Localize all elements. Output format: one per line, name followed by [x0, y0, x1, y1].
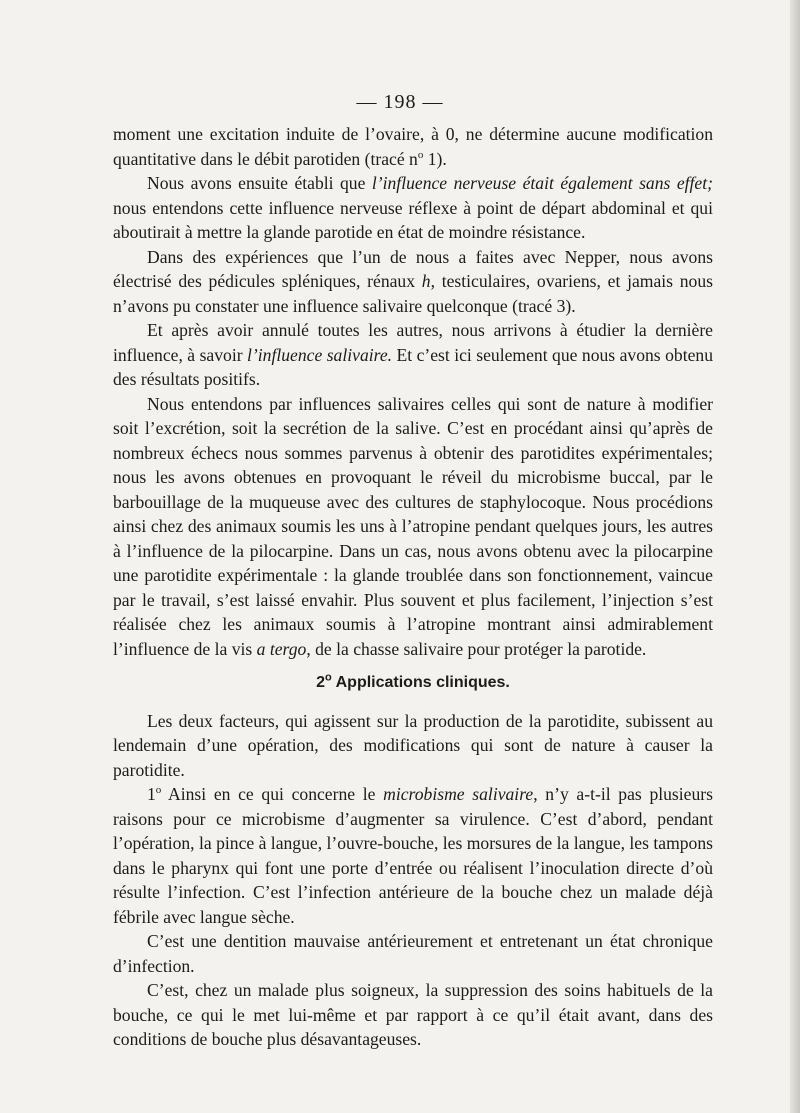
paragraph-experiments	[113, 245, 713, 319]
section-heading	[113, 671, 713, 696]
paragraph-definitions	[113, 392, 713, 662]
paragraph-text: Nous avons ensuite établi que	[147, 173, 372, 193]
paragraph-continuation	[113, 122, 713, 171]
paragraph-text: Nous entendons par influences salivaires celles qui sont de nature à modifier soit l’excrétion, soit la secrétion de la salive. C’est en procédant ainsi qu’après de nombreux échecs nous sommes parvenus à obtenir des parotidites expérimentales; nous les avons obtenues en provoquant le réveil du microbisme buccal, par le barbouillage de la muqueuse avec des cultures de staphylocoque. Nous procédions ainsi chez des animaux soumis les uns à l’atropine pendant quelques jours, les autres à l’influence de la pilocarpine. Dans un cas, nous avons obtenu avec la pilocarpine une parotidite expérimentale : la glande troublée dans son fonctionnement, vaincue par le travail, s’est laissé envahir. Plus souvent et plus facilement, l’injection s’est réalisée chez les animaux soumis à l’atropine montrant ainsi admirablement l’influence de la vis	[113, 393, 713, 659]
emphasis-text: h	[421, 271, 431, 291]
text-column	[113, 122, 713, 1052]
paragraph-text: nous entendons cette influence nerveuse réflexe à point de départ abdominal et qui aboutirait à mettre la glande parotide en état de moindre résistance.	[113, 197, 713, 242]
paragraph-text: C’est une dentition mauvaise antérieurement et entretenant un état chronique d’infection.	[113, 931, 713, 976]
paragraph-text: Dans des expériences que l’un de nous a faites avec Nepper, nous avons électrisé des pédicules spléniques, rénaux	[113, 246, 713, 291]
paragraph-salivary-influence	[113, 318, 713, 392]
page-number: — 198 —	[356, 91, 444, 113]
paragraph-dentition	[113, 929, 713, 978]
paragraph-text: Et après avoir annulé toutes les autres, nous arrivons à étudier la dernière influence, à savoir	[113, 320, 713, 365]
paragraph-text: 1).	[423, 148, 447, 169]
paragraph-text: moment une excitation induite de l’ovaire, à 0, ne détermine aucune modification quantitative dans le débit parotiden (tracé n	[113, 124, 713, 169]
scan-edge	[790, 0, 800, 1113]
section-title: Applications cliniques.	[331, 674, 510, 691]
emphasis-text: microbisme salivaire	[383, 784, 534, 804]
paragraph-text: , de la chasse salivaire pour protéger la parotide.	[306, 638, 647, 659]
paragraph-text: Ainsi en ce qui concerne le	[161, 784, 384, 804]
paragraph-text: Les deux facteurs, qui agissent sur la production de la parotidite, subissent au lendemain d’une opération, des modifications qui sont de nature à causer la parotidite.	[113, 710, 713, 780]
superscript: o	[417, 148, 424, 161]
list-number: 1	[147, 784, 156, 804]
paragraph-microbism	[113, 782, 713, 929]
paragraph-two-factors	[113, 709, 713, 783]
paragraph-text: Et c’est ici seulement que nous avons obtenu des résultats positifs.	[113, 344, 713, 389]
emphasis-text: l’influence nerveuse était également sans effet;	[371, 173, 713, 193]
paragraph-text: , testiculaires, ovariens, et jamais nous n’avons pu constater une influence salivaire quelconque (tracé 3).	[113, 271, 713, 316]
emphasis-text: l’influence salivaire.	[247, 344, 393, 365]
section-number: 2	[316, 674, 326, 691]
paragraph-hygiene	[113, 978, 713, 1052]
emphasis-text: a tergo	[256, 638, 307, 659]
superscript: o	[325, 671, 332, 684]
paragraph-text: C’est, chez un malade plus soigneux, la suppression des soins habituels de la bouche, ce qui le met lui-même et par rapport à ce qu’il était avant, dans des conditions de bouche plus désavantageuses.	[113, 980, 713, 1049]
superscript: o	[155, 784, 162, 797]
paragraph-text: , n’y a-t-il pas plusieurs raisons pour ce microbisme d’augmenter sa virulence. C’est d’abord, pendant l’opération, la pince à langue, l’ouvre-bouche, les morsures de la langue, les tampons dans le pharynx qui font une porte d’entrée ou réalisent l’inoculation directe d’où résulte l’infection. C’est l’infection antérieure de la bouche chez un malade déjà fébrile avec langue sèche.	[113, 784, 713, 927]
paragraph-nervous-influence	[113, 171, 713, 245]
